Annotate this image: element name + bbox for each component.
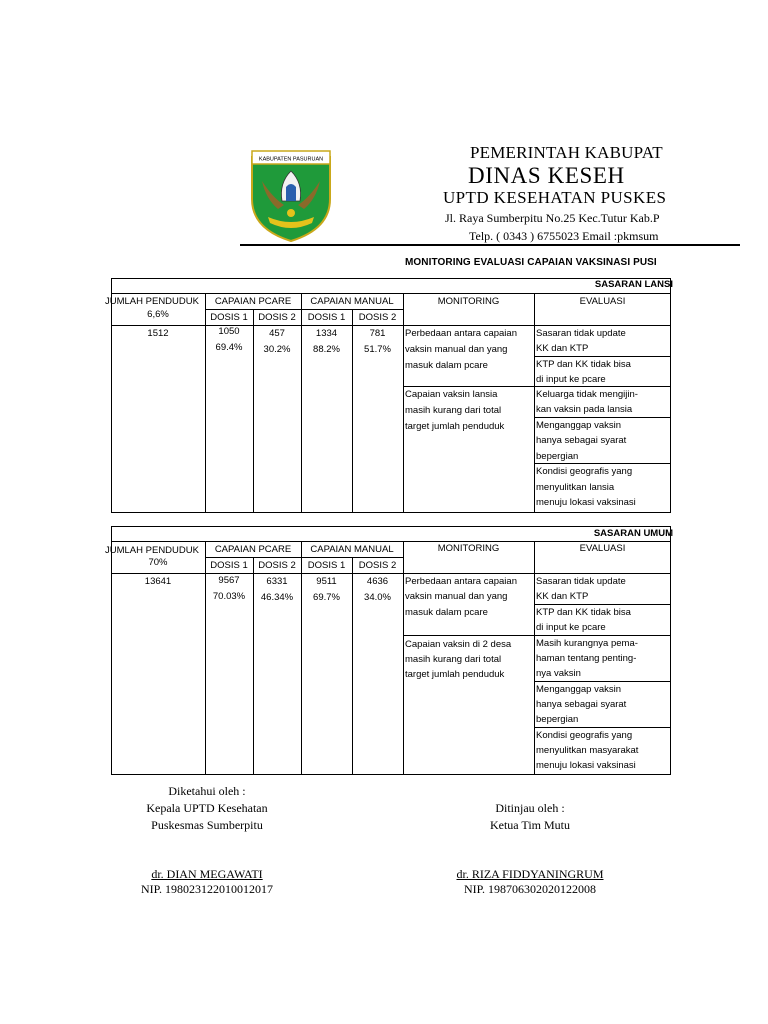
evaluasi-text: KTP dan KK tidak bisa bbox=[536, 359, 631, 370]
value-pcare-d1-pct: 70.03% bbox=[212, 591, 246, 602]
value-pcare-d1-pct: 69.4% bbox=[215, 342, 243, 353]
evaluasi-text: menuju lokasi vaksinasi bbox=[536, 760, 636, 771]
evaluasi-text: di input ke pcare bbox=[536, 374, 606, 385]
header-evaluasi: EVALUASI bbox=[579, 543, 626, 554]
sig-right-title1: Ketua Tim Mutu bbox=[489, 818, 570, 832]
kabupaten-pasuruan-crest-icon bbox=[248, 147, 334, 243]
header-jumlah-pct: 70% bbox=[148, 557, 168, 568]
header-agency: DINAS KESEH bbox=[468, 163, 625, 188]
monitoring-text: masuk dalam pcare bbox=[405, 607, 488, 618]
evaluasi-text: Keluarga tidak mengijin- bbox=[536, 389, 638, 400]
evaluasi-text: KK dan KTP bbox=[536, 591, 589, 602]
evaluasi-text: hanya sebagai syarat bbox=[536, 699, 627, 710]
evaluasi-text: menyulitkan masyarakat bbox=[536, 745, 639, 756]
header-dosis: DOSIS 2 bbox=[358, 312, 397, 323]
header-capaian-pcare: CAPAIAN PCARE bbox=[214, 296, 292, 307]
header-monitoring: MONITORING bbox=[437, 296, 500, 307]
value-manual-d1-pct: 88.2% bbox=[313, 344, 340, 355]
value-manual-d2: 4636 bbox=[366, 576, 389, 587]
evaluasi-text: KK dan KTP bbox=[536, 343, 589, 354]
value-jumlah: 1512 bbox=[147, 328, 169, 339]
evaluasi-text: menyulitkan lansia bbox=[536, 482, 615, 493]
monitoring-text: Perbedaan antara capaian bbox=[405, 576, 517, 587]
evaluasi-text: Sasaran tidak update bbox=[536, 576, 626, 587]
header-rule bbox=[240, 244, 740, 246]
monitoring-text: Perbedaan antara capaian bbox=[405, 328, 517, 339]
monitoring-text: Capaian vaksin di 2 desa bbox=[405, 639, 512, 650]
header-capaian-pcare: CAPAIAN PCARE bbox=[214, 544, 292, 555]
table-lansia bbox=[105, 278, 673, 513]
value-manual-d2-pct: 34.0% bbox=[364, 592, 391, 603]
header-dosis: DOSIS 2 bbox=[258, 312, 296, 323]
value-manual-d1: 1334 bbox=[315, 328, 338, 339]
sig-right-reviewed: Ditinjau oleh : bbox=[495, 801, 565, 815]
monitoring-text: Capaian vaksin lansia bbox=[405, 389, 498, 400]
header-dosis: DOSIS 1 bbox=[307, 560, 346, 571]
evaluasi-text: kan vaksin pada lansia bbox=[536, 404, 633, 415]
evaluasi-text: Menganggap vaksin bbox=[536, 420, 622, 431]
evaluasi-text: Kondisi geografis yang bbox=[536, 466, 633, 477]
header-jumlah-penduduk: JUMLAH PENDUDUK bbox=[105, 296, 199, 307]
header-capaian-manual: CAPAIAN MANUAL bbox=[310, 296, 394, 307]
sig-right-name-text: dr. RIZA FIDDYANINGRUM bbox=[456, 867, 604, 881]
svg-text:KABUPATEN PASURUAN: KABUPATEN PASURUAN bbox=[258, 156, 324, 163]
value-pcare-d2: 6331 bbox=[266, 576, 288, 587]
header-capaian-manual: CAPAIAN MANUAL bbox=[310, 544, 394, 555]
value-manual-d2-pct: 51.7% bbox=[364, 344, 391, 355]
sig-right-name bbox=[440, 867, 620, 882]
monitoring-text: target jumlah penduduk bbox=[405, 421, 505, 432]
evaluasi-text: bepergian bbox=[536, 451, 579, 462]
sig-left-title1: Kepala UPTD Kesehatan bbox=[146, 801, 268, 815]
monitoring-text: vaksin manual dan yang bbox=[405, 591, 508, 602]
evaluasi-text: menuju lokasi vaksinasi bbox=[536, 497, 636, 508]
evaluasi-text: hanya sebagai syarat bbox=[536, 435, 627, 446]
monitoring-text: vaksin manual dan yang bbox=[405, 344, 508, 355]
header-unit: UPTD KESEHATAN PUSKES bbox=[443, 188, 667, 207]
value-pcare-d2: 457 bbox=[269, 328, 285, 339]
sig-left-title2: Puskesmas Sumberpitu bbox=[151, 818, 263, 832]
evaluasi-text: nya vaksin bbox=[536, 668, 581, 679]
table-sasaran-label: SASARAN UMUM bbox=[593, 528, 673, 539]
header-dosis: DOSIS 2 bbox=[258, 560, 296, 571]
header-phone: Telp. ( 0343 ) 6755023 Email :pkmsum bbox=[469, 229, 659, 243]
table-sasaran-label: SASARAN LANSI bbox=[594, 279, 673, 290]
monitoring-text: masih kurang dari total bbox=[405, 405, 502, 416]
header-dosis: DOSIS 1 bbox=[307, 312, 346, 323]
evaluasi-text: Menganggap vaksin bbox=[536, 684, 622, 695]
evaluasi-text: di input ke pcare bbox=[536, 622, 606, 633]
value-manual-d1: 9511 bbox=[316, 576, 337, 587]
evaluasi-text: Masih kurangnya pema- bbox=[536, 638, 638, 649]
monitoring-text: masih kurang dari total bbox=[405, 654, 502, 665]
sig-left-nip: NIP. 198023122010012017 bbox=[140, 882, 273, 896]
header-dosis: DOSIS 2 bbox=[358, 560, 397, 571]
monitoring-text: masuk dalam pcare bbox=[405, 360, 488, 371]
value-manual-d2: 781 bbox=[369, 328, 386, 339]
evaluasi-text: haman tentang penting- bbox=[536, 653, 637, 664]
value-jumlah: 13641 bbox=[144, 576, 172, 587]
header-jumlah-pct: 6,6% bbox=[147, 309, 169, 320]
header-dosis: DOSIS 1 bbox=[210, 312, 248, 323]
sig-left-known: Diketahui oleh : bbox=[168, 784, 246, 798]
sig-left-name-text: dr. DIAN MEGAWATI bbox=[151, 867, 263, 881]
value-pcare-d1: 9567 bbox=[218, 575, 240, 586]
sig-right-nip: NIP. 198706302020122008 bbox=[463, 882, 596, 896]
header-monitoring: MONITORING bbox=[437, 543, 500, 554]
value-pcare-d2-pct: 46.34% bbox=[260, 592, 294, 603]
evaluasi-text: Kondisi geografis yang bbox=[536, 730, 633, 741]
header-jumlah-penduduk: JUMLAH PENDUDUK bbox=[105, 545, 199, 556]
evaluasi-text: Sasaran tidak update bbox=[536, 328, 626, 339]
table-umum bbox=[105, 526, 673, 775]
header-address: Jl. Raya Sumberpitu No.25 Kec.Tutur Kab.P bbox=[445, 211, 660, 225]
header-dosis: DOSIS 1 bbox=[210, 560, 248, 571]
sig-left-name bbox=[127, 867, 287, 882]
report-title: MONITORING EVALUASI CAPAIAN VAKSINASI PUSI bbox=[405, 257, 657, 268]
header-government: PEMERINTAH KABUPAT bbox=[470, 143, 663, 162]
header-evaluasi: EVALUASI bbox=[579, 296, 626, 307]
value-manual-d1-pct: 69.7% bbox=[313, 592, 340, 603]
evaluasi-text: KTP dan KK tidak bisa bbox=[536, 607, 631, 618]
evaluasi-text: bepergian bbox=[536, 714, 579, 725]
value-pcare-d1: 1050 bbox=[218, 326, 240, 337]
monitoring-text: target jumlah penduduk bbox=[405, 669, 505, 680]
value-pcare-d2-pct: 30.2% bbox=[263, 344, 291, 355]
